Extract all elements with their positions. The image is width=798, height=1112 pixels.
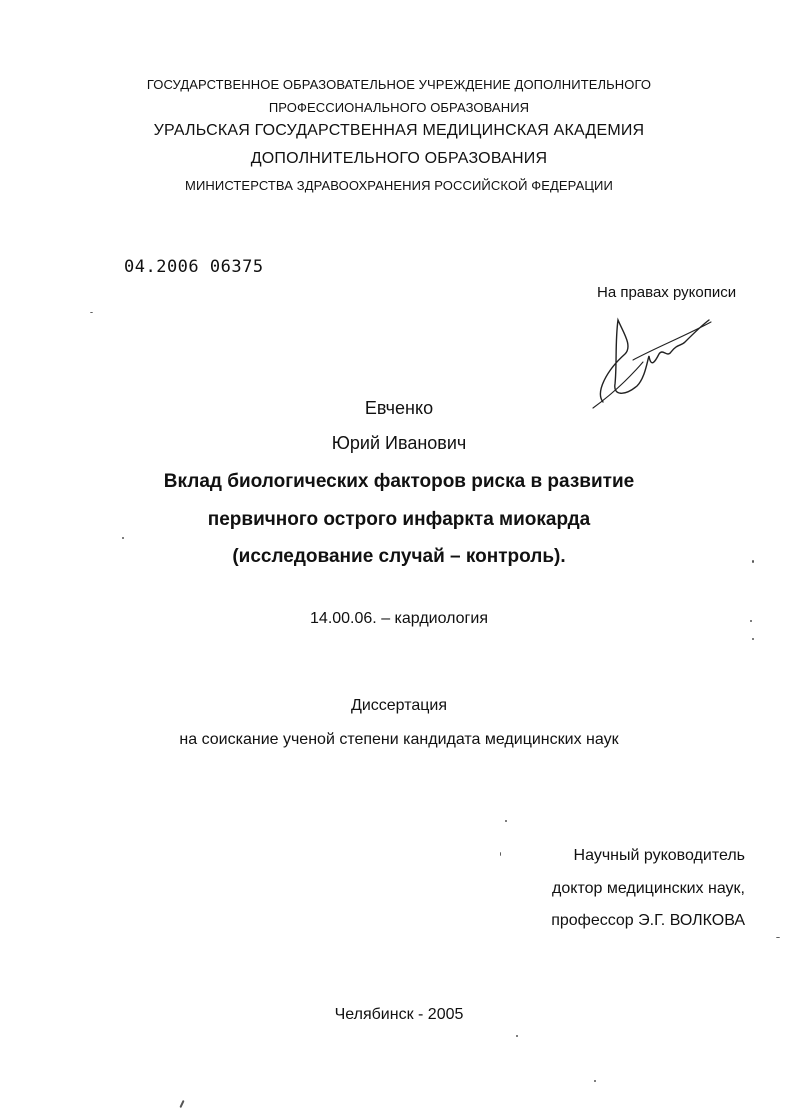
dissertation-label: Диссертация	[350, 697, 448, 714]
rights-note: На правах рукописи	[597, 284, 737, 301]
scan-speck	[122, 537, 124, 539]
scan-speck	[752, 638, 754, 640]
scan-speck	[516, 1035, 518, 1037]
scan-speck	[752, 560, 754, 563]
ministry-line: МИНИСТЕРСТВА ЗДРАВООХРАНЕНИЯ РОССИЙСКОЙ ФЕДЕРАЦИИ	[185, 178, 613, 193]
institution-line-2: ПРОФЕССИОНАЛЬНОГО ОБРАЗОВАНИЯ	[268, 100, 530, 115]
scan-speck	[750, 620, 752, 622]
scan-speck	[90, 312, 93, 313]
institution-line-1: ГОСУДАРСТВЕННОЕ ОБРАЗОВАТЕЛЬНОЕ УЧРЕЖДЕНИЕ ДОПОЛНИТЕЛЬНОГО	[146, 77, 652, 92]
author-given-names: Юрий Иванович	[331, 433, 467, 453]
catalog-code: 04.2006 06375	[124, 257, 264, 277]
academy-name-continued: ДОПОЛНИТЕЛЬНОГО ОБРАЗОВАНИЯ	[250, 150, 548, 167]
degree-purpose: на соискание ученой степени кандидата медицинских наук	[179, 731, 619, 748]
scan-speck	[505, 820, 507, 822]
scan-speck	[594, 1080, 596, 1082]
scan-speck	[500, 852, 501, 856]
academy-name: УРАЛЬСКАЯ ГОСУДАРСТВЕННАЯ МЕДИЦИНСКАЯ АКАДЕМИЯ	[153, 122, 645, 139]
supervisor-degree: доктор медицинских наук,	[552, 880, 745, 897]
title-line-2: первичного острого инфаркта миокарда	[207, 509, 591, 530]
city-year: Челябинск - 2005	[334, 1006, 464, 1023]
signature-image	[585, 312, 715, 412]
author-surname: Евченко	[364, 398, 434, 418]
supervisor-name: профессор Э.Г. ВОЛКОВА	[551, 912, 745, 929]
title-line-3: (исследование случай – контроль).	[232, 546, 566, 567]
specialty-code: 14.00.06. – кардиология	[310, 610, 488, 627]
supervisor-role: Научный руководитель	[573, 847, 745, 864]
title-line-1: Вклад биологических факторов риска в развитие	[163, 471, 635, 492]
scan-speck	[776, 937, 780, 938]
scan-speck	[179, 1100, 184, 1108]
